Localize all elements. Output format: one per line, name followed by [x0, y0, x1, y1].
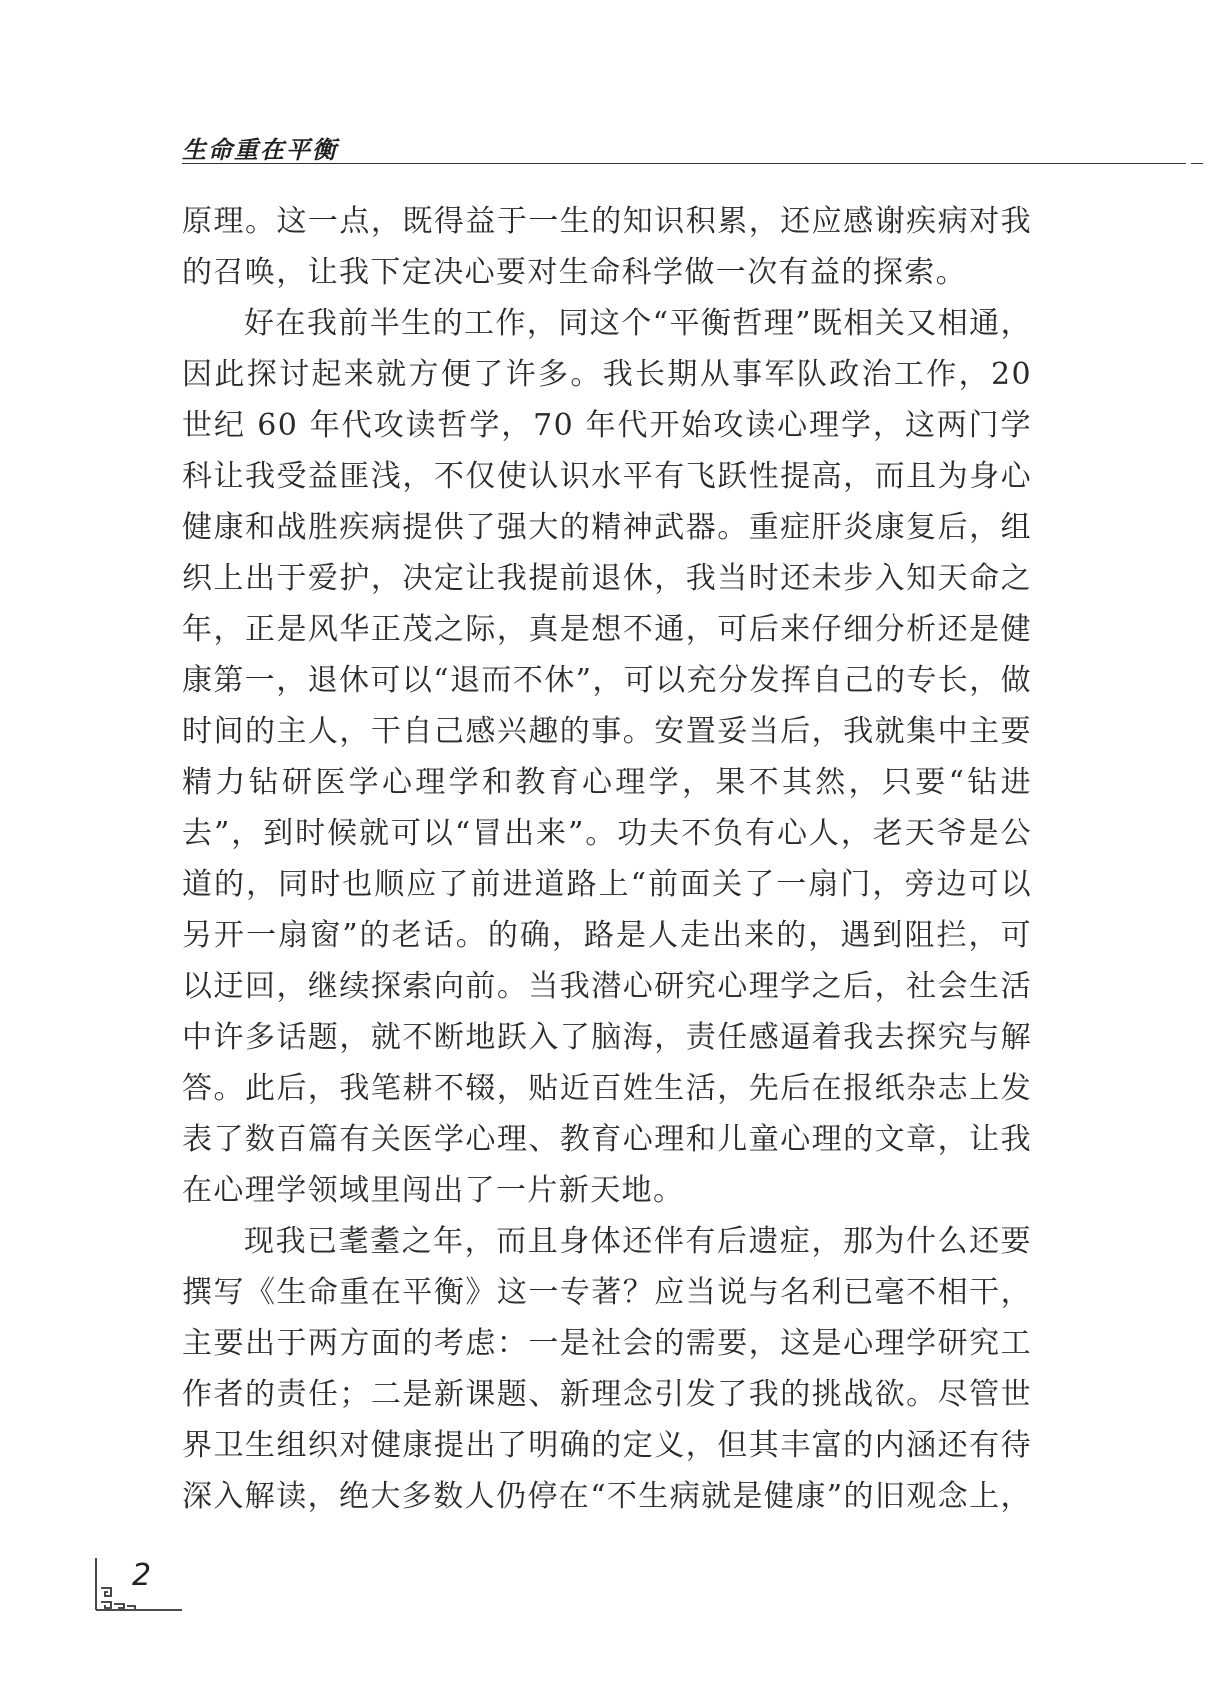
paragraph: 好在我前半生的工作，同这个“平衡哲理”既相关又相通，因此探讨起来就方便了许多。我长期从事军队政治工作，20 世纪 60 年代攻读哲学，70 年代开始攻读心理学，这两门学科让我受益匪浅，不仅使认识水平有飞跃性提高，而且为身心健康和战胜疾病提供了强大的精神武器。重症肝炎康复后，组织上出于爱护，决定让我提前退休，我当时还未步入知天命之年，正是风华正茂之际，真是想不通，可后来仔细分析还是健康第一，退休可以“退而不休”，可以充分发挥自己的专长，做时间的主人，干自己感兴趣的事。安置妥当后，我就集中主要精力钻研医学心理学和教育心理学，果不其然，只要“钻进去”，到时候就可以“冒出来”。功夫不负有心人，老天爷是公道的，同时也顺应了前进道路上“前面关了一扇门，旁边可以另开一扇窗”的老话。的确，路是人走出来的，遇到阻拦，可以迂回，继续探索向前。当我潜心研究心理学之后，社会生活中许多话题，就不断地跃入了脑海，责任感逼着我去探究与解答。此后，我笔耕不辍，贴近百姓生活，先后在报纸杂志上发表了数百篇有关医学心理、教育心理和儿童心理的文章，让我在心理学领域里闯出了一片新天地。 — [182, 306, 1032, 1208]
page-number: 2 — [132, 1558, 152, 1593]
paragraph: 现我已耄耋之年，而且身体还伴有后遗症，那为什么还要撰写《生命重在平衡》这一专著？应当说与名利已毫不相干，主要出于两方面的考虑：一是社会的需要，这是心理学研究工作者的责任；二是新课题、新理念引发了我的挑战欲。尽管世界卫生组织对健康提出了明确的定义，但其丰富的内涵还有待深入解读，绝大多数人仍停在“不生病就是健康”的旧观念上， — [182, 1224, 1032, 1514]
header-rule — [182, 163, 1186, 164]
header-rule-end-mark — [1191, 163, 1203, 164]
paragraph-continued: 原理。这一点，既得益于一生的知识积累，还应感谢疾病对我的召唤，让我下定决心要对生命科学做一次有益的探索。 — [182, 204, 1032, 290]
running-header-title: 生命重在平衡 — [182, 136, 338, 164]
page-body — [182, 196, 1032, 1522]
